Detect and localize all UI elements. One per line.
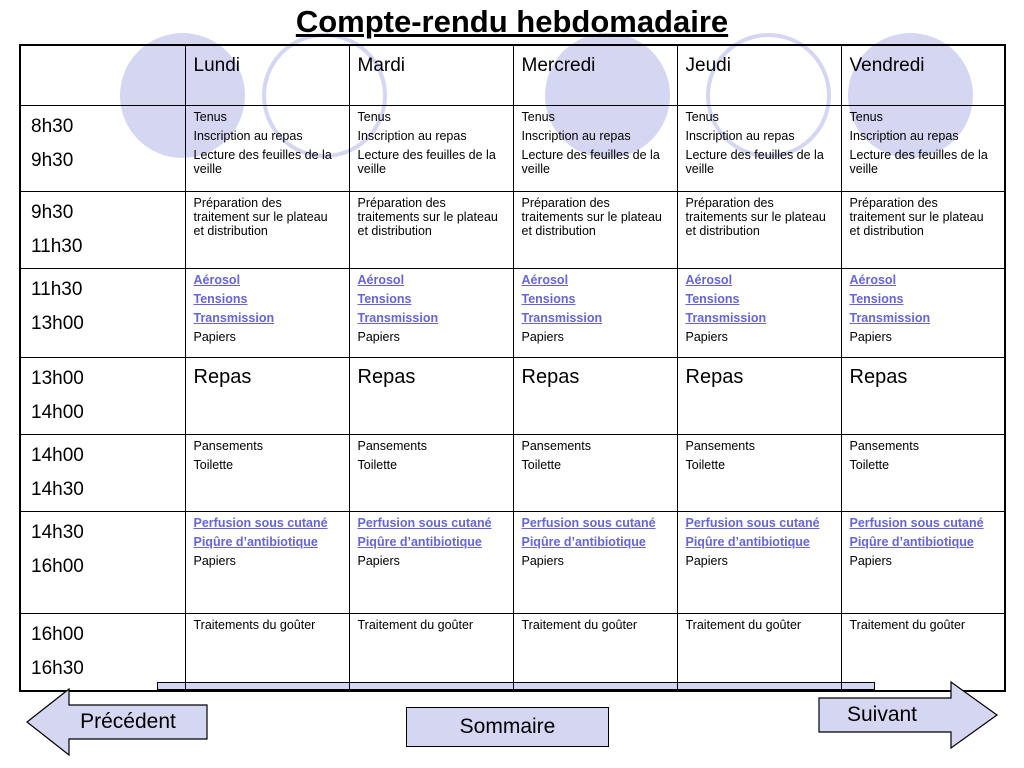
activity-text: Papiers [521,329,564,344]
schedule-cell [185,434,349,511]
schedule-cell [349,511,513,613]
activity-text: Repas [849,365,908,388]
time-cell [20,434,185,511]
header-row [20,45,1005,105]
time-start: 13h00 [31,367,84,389]
activity-text: Papiers [357,329,400,344]
activity-text: Pansements [193,438,263,453]
activity-text: Inscription au repas [521,128,631,143]
activity-text: Pansements [357,438,427,453]
schedule-cell [841,434,1005,511]
time-cell [20,268,185,357]
activity-link[interactable]: Piqûre d’antibiotique [193,534,318,549]
activity-text: Inscription au repas [685,128,795,143]
time-cell [20,357,185,434]
schedule-cell [841,613,1005,691]
activity-text: Traitement du goûter [521,617,638,632]
activity-text: Lecture des feuilles de la veille [685,147,824,176]
table-row [20,268,1005,357]
activity-link[interactable]: Perfusion sous cutané [357,515,492,530]
activity-text: Traitement du goûter [357,617,474,632]
time-cell [20,105,185,191]
activity-text: Inscription au repas [193,128,303,143]
schedule-cell [841,357,1005,434]
activity-link[interactable]: Aérosol [849,272,897,287]
activity-link[interactable]: Piqûre d’antibiotique [685,534,810,549]
page-title: Compte-rendu hebdomadaire [295,4,729,39]
activity-text: Traitement du goûter [849,617,966,632]
time-start: 14h30 [31,521,84,543]
time-start: 11h30 [31,278,83,300]
schedule-table [19,44,1006,692]
activity-link[interactable]: Perfusion sous cutané [685,515,820,530]
activity-text: Papiers [849,553,892,568]
activity-text: Lecture des feuilles de la veille [357,147,496,176]
schedule-cell [513,511,677,613]
activity-link[interactable]: Perfusion sous cutané [193,515,328,530]
schedule-cell [677,191,841,268]
activity-link[interactable]: Perfusion sous cutané [849,515,984,530]
schedule-cell [677,105,841,191]
schedule-cell [185,105,349,191]
day-header: Vendredi [841,45,1005,105]
activity-text: Préparation des traitement sur le plateau et distribution [849,195,984,238]
schedule-cell [349,105,513,191]
activity-text: Repas [521,365,580,388]
activity-link[interactable]: Piqûre d’antibiotique [357,534,482,549]
activity-text: Papiers [357,553,400,568]
day-header: Lundi [185,45,349,105]
activity-link[interactable]: Perfusion sous cutané [521,515,656,530]
schedule-cell [841,268,1005,357]
schedule-cell [185,268,349,357]
activity-text: Lecture des feuilles de la veille [521,147,660,176]
schedule-cell [185,191,349,268]
activity-link[interactable]: Aérosol [521,272,569,287]
time-cell [20,191,185,268]
activity-link[interactable]: Tensions [521,291,576,306]
schedule-cell [185,357,349,434]
schedule-cell [841,191,1005,268]
activity-text: Pansements [849,438,919,453]
activity-text: Lecture des feuilles de la veille [849,147,988,176]
time-end: 16h30 [31,657,84,679]
schedule-cell [185,613,349,691]
time-end: 14h00 [31,401,84,423]
table-row [20,511,1005,613]
activity-text: Traitement du goûter [685,617,802,632]
activity-link[interactable]: Tensions [193,291,248,306]
activity-text: Traitements du goûter [193,617,316,632]
time-start: 14h00 [31,444,84,466]
schedule-cell [513,268,677,357]
previous-button[interactable]: Précédent [80,710,176,733]
schedule-cell [513,357,677,434]
activity-text: Pansements [521,438,591,453]
schedule-cell [513,105,677,191]
activity-text: Toilette [685,457,726,472]
day-header: Mercredi [513,45,677,105]
activity-text: Toilette [849,457,890,472]
day-header: Jeudi [677,45,841,105]
schedule-cell [841,105,1005,191]
activity-text: Repas [357,365,416,388]
schedule-body [20,105,1005,691]
schedule-cell [677,613,841,691]
activity-text: Papiers [193,329,236,344]
activity-link[interactable]: Transmission [849,310,931,325]
activity-text: Préparation des traitements sur le plateau et distribution [685,195,826,238]
schedule-cell [349,357,513,434]
schedule-cell [677,511,841,613]
activity-text: Repas [193,365,252,388]
activity-link[interactable]: Aérosol [193,272,241,287]
activity-text: Tenus [849,109,883,124]
day-header: Mardi [349,45,513,105]
schedule-cell [349,268,513,357]
table-row [20,357,1005,434]
activity-text: Préparation des traitements sur le plateau et distribution [521,195,662,238]
activity-text: Toilette [357,457,398,472]
time-start: 16h00 [31,623,84,645]
table-row [20,191,1005,268]
activity-text: Toilette [193,457,234,472]
schedule-cell [677,434,841,511]
time-end: 16h00 [31,555,84,577]
time-cell [20,613,185,691]
schedule-cell [349,191,513,268]
activity-text: Lecture des feuilles de la veille [193,147,332,176]
activity-link[interactable]: Transmission [193,310,275,325]
activity-text: Papiers [193,553,236,568]
schedule-cell [185,511,349,613]
activity-text: Papiers [849,329,892,344]
activity-link[interactable]: Aérosol [357,272,405,287]
activity-text: Tenus [193,109,227,124]
summary-button[interactable]: Sommaire [406,707,609,747]
activity-text: Préparation des traitements sur le plateau et distribution [357,195,498,238]
schedule-cell [349,434,513,511]
time-end: 9h30 [31,149,74,171]
activity-text: Papiers [685,553,728,568]
activity-link[interactable]: Tensions [685,291,740,306]
activity-text: Tenus [685,109,719,124]
next-button[interactable]: Suivant [846,703,918,726]
activity-text: Repas [685,365,744,388]
time-cell [20,511,185,613]
time-start: 9h30 [31,201,74,223]
table-row [20,105,1005,191]
schedule-cell [513,191,677,268]
time-end: 11h30 [31,235,83,257]
activity-text: Toilette [521,457,562,472]
activity-link[interactable]: Transmission [357,310,439,325]
schedule-cell [513,613,677,691]
activity-text: Inscription au repas [357,128,467,143]
schedule-cell [677,357,841,434]
corner-cell [20,45,185,105]
activity-text: Papiers [521,553,564,568]
schedule-cell [677,268,841,357]
schedule-cell [513,434,677,511]
activity-link[interactable]: Tensions [849,291,904,306]
table-row [20,434,1005,511]
activity-link[interactable]: Transmission [521,310,603,325]
activity-link[interactable]: Piqûre d’antibiotique [849,534,974,549]
time-start: 8h30 [31,115,74,137]
time-end: 13h00 [31,312,84,334]
activity-link[interactable]: Piqûre d’antibiotique [521,534,646,549]
schedule-cell [841,511,1005,613]
table-row [20,613,1005,691]
activity-text: Inscription au repas [849,128,959,143]
activity-link[interactable]: Aérosol [685,272,733,287]
activity-link[interactable]: Tensions [357,291,412,306]
activity-text: Préparation des traitement sur le plateau et distribution [193,195,328,238]
activity-text: Papiers [685,329,728,344]
schedule-cell [349,613,513,691]
activity-link[interactable]: Transmission [685,310,767,325]
activity-text: Tenus [521,109,555,124]
activity-text: Tenus [357,109,391,124]
time-end: 14h30 [31,478,84,500]
activity-text: Pansements [685,438,755,453]
